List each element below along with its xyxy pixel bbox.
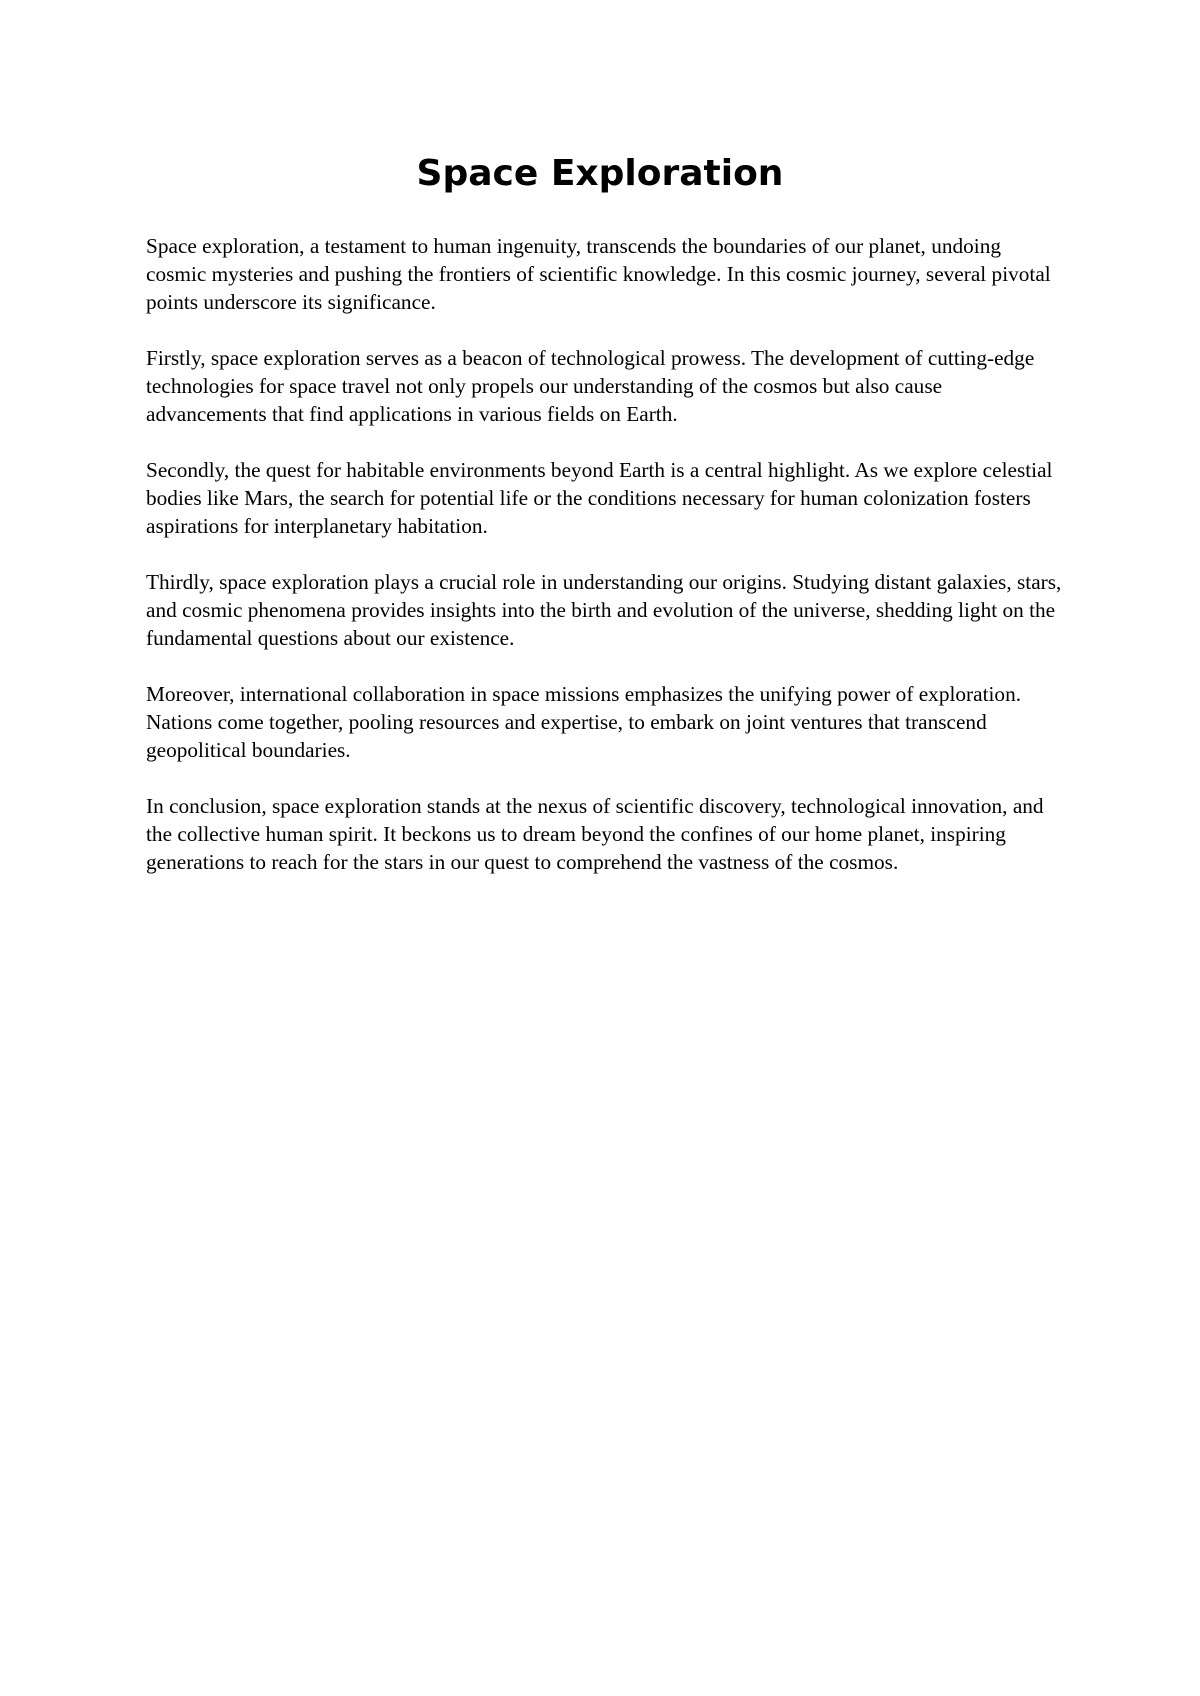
paragraph-origins: Thirdly, space exploration plays a crucial role in understanding our origins. Studying distant galaxies, stars, and cosmic phenomena provides insights into the birth and evolution of the universe, shedding light on the fundamental questions about our existence. <box>146 570 1062 650</box>
paragraph-technology: Firstly, space exploration serves as a beacon of technological prowess. The development of cutting-edge technologies for space travel not only propels our understanding of the cosmos but also cause advancements that find applications in various fields on Earth. <box>146 346 1035 426</box>
paragraph-intro: Space exploration, a testament to human ingenuity, transcends the boundaries of our planet, undoing cosmic mysteries and pushing the frontiers of scientific knowledge. In this cosmic journey, several pivotal points underscore its significance. <box>146 234 1051 314</box>
document-body <box>146 232 1066 904</box>
paragraph-habitable-environments: Secondly, the quest for habitable environments beyond Earth is a central highlight. As we explore celestial bodies like Mars, the search for potential life or the conditions necessary for human colonization fosters aspirations for interplanetary habitation. <box>146 458 1053 538</box>
document-title: Space Exploration <box>416 153 784 194</box>
paragraph-collaboration: Moreover, international collaboration in space missions emphasizes the unifying power of exploration. Nations come together, pooling resources and expertise, to embark on joint ventures that transcend geopolitical boundaries. <box>146 682 1022 762</box>
paragraph-conclusion: In conclusion, space exploration stands at the nexus of scientific discovery, technological innovation, and the collective human spirit. It beckons us to dream beyond the confines of our home planet, inspiring generations to reach for the stars in our quest to comprehend the vastness of the cosmos. <box>146 794 1044 874</box>
